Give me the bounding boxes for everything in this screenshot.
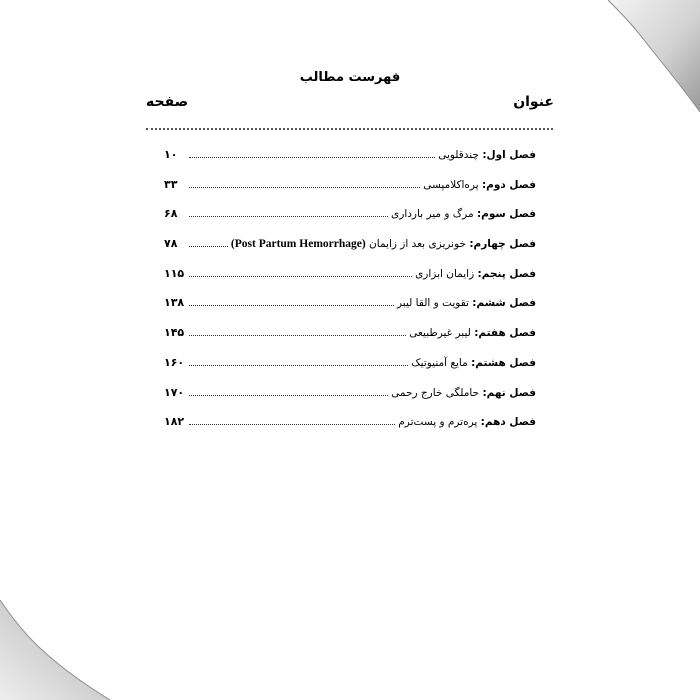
chapter-label: فصل اول: bbox=[482, 149, 536, 161]
toc-entry bbox=[164, 237, 536, 267]
column-header-page: صفحه bbox=[146, 94, 189, 110]
page-number: ۱۳۸ bbox=[164, 296, 185, 310]
chapter-text bbox=[423, 179, 536, 191]
toc-title: فهرست مطالب bbox=[299, 70, 401, 85]
header-separator bbox=[146, 128, 553, 130]
toc-entry bbox=[164, 326, 536, 356]
chapter-label: فصل پنجم: bbox=[477, 267, 536, 280]
toc-entry bbox=[164, 148, 536, 178]
chapter-text bbox=[411, 357, 536, 369]
chapter-label: فصل دوم: bbox=[481, 178, 536, 191]
chapter-text bbox=[231, 238, 536, 250]
page-curl-bottom-left bbox=[0, 600, 110, 700]
page-number: ۱۱۵ bbox=[164, 266, 185, 280]
chapter-text bbox=[398, 416, 536, 428]
dot-leader bbox=[189, 240, 228, 247]
chapter-text bbox=[409, 327, 536, 339]
chapter-title: حاملگی خارج رحمی bbox=[391, 386, 480, 399]
page-number: ۶۸ bbox=[164, 207, 178, 221]
dot-leader bbox=[189, 418, 395, 425]
chapter-title: مایع آمنیوتیک bbox=[411, 356, 468, 369]
dot-leader bbox=[189, 180, 420, 187]
chapter-title: پره‌ترم و پست‌ترم bbox=[398, 416, 478, 429]
chapter-title: چندقلویی bbox=[438, 149, 479, 161]
page-number: ۷۸ bbox=[164, 237, 178, 251]
chapter-text bbox=[438, 149, 536, 161]
chapter-label: فصل هفتم: bbox=[474, 327, 536, 340]
page-number: ۱۶۰ bbox=[164, 355, 185, 369]
chapter-label: فصل هشتم: bbox=[471, 356, 536, 369]
chapter-text bbox=[391, 387, 536, 399]
chapter-title-english: (Post Partum Hemorrhage) bbox=[230, 238, 366, 251]
toc-entry bbox=[164, 207, 536, 237]
toc-entry bbox=[164, 386, 536, 416]
page-number: ۱۴۵ bbox=[164, 326, 185, 340]
toc-entry bbox=[164, 267, 536, 297]
chapter-title: خونریزی بعد از زایمان bbox=[369, 238, 467, 251]
chapter-label: فصل ششم: bbox=[472, 297, 536, 310]
chapter-text bbox=[415, 268, 536, 280]
page-number: ۱۷۰ bbox=[164, 385, 185, 399]
chapter-label: فصل دهم: bbox=[480, 416, 536, 429]
toc-entry bbox=[164, 178, 536, 208]
toc-entry bbox=[164, 356, 536, 386]
dot-leader bbox=[189, 299, 394, 306]
chapter-title: لیبر غیرطبیعی bbox=[409, 327, 471, 340]
dot-leader bbox=[189, 269, 412, 276]
toc-list bbox=[164, 148, 536, 445]
chapter-label: فصل سوم: bbox=[476, 208, 536, 221]
dot-leader bbox=[189, 210, 388, 217]
chapter-text bbox=[391, 208, 536, 220]
chapter-title: مرگ و میر بارداری bbox=[391, 208, 474, 221]
chapter-label: فصل نهم: bbox=[482, 386, 536, 399]
column-header-title: عنوان bbox=[513, 94, 554, 110]
dot-leader bbox=[189, 388, 388, 395]
chapter-title: پره‌اکلامپسی bbox=[423, 178, 479, 191]
page-number: ۳۳ bbox=[164, 177, 178, 191]
page-number: ۱۸۲ bbox=[164, 415, 185, 429]
dot-leader bbox=[189, 329, 406, 336]
dot-leader bbox=[189, 359, 408, 366]
chapter-text bbox=[397, 297, 536, 309]
page-number: ۱۰ bbox=[164, 148, 178, 161]
chapter-label: فصل چهارم: bbox=[469, 238, 536, 251]
toc-entry bbox=[164, 296, 536, 326]
chapter-title: تقویت و القا لیبر bbox=[397, 297, 469, 310]
page-curl-top-right bbox=[608, 0, 700, 112]
chapter-title: زایمان ابزاری bbox=[415, 267, 475, 280]
dot-leader bbox=[189, 151, 435, 158]
toc-entry bbox=[164, 415, 536, 445]
